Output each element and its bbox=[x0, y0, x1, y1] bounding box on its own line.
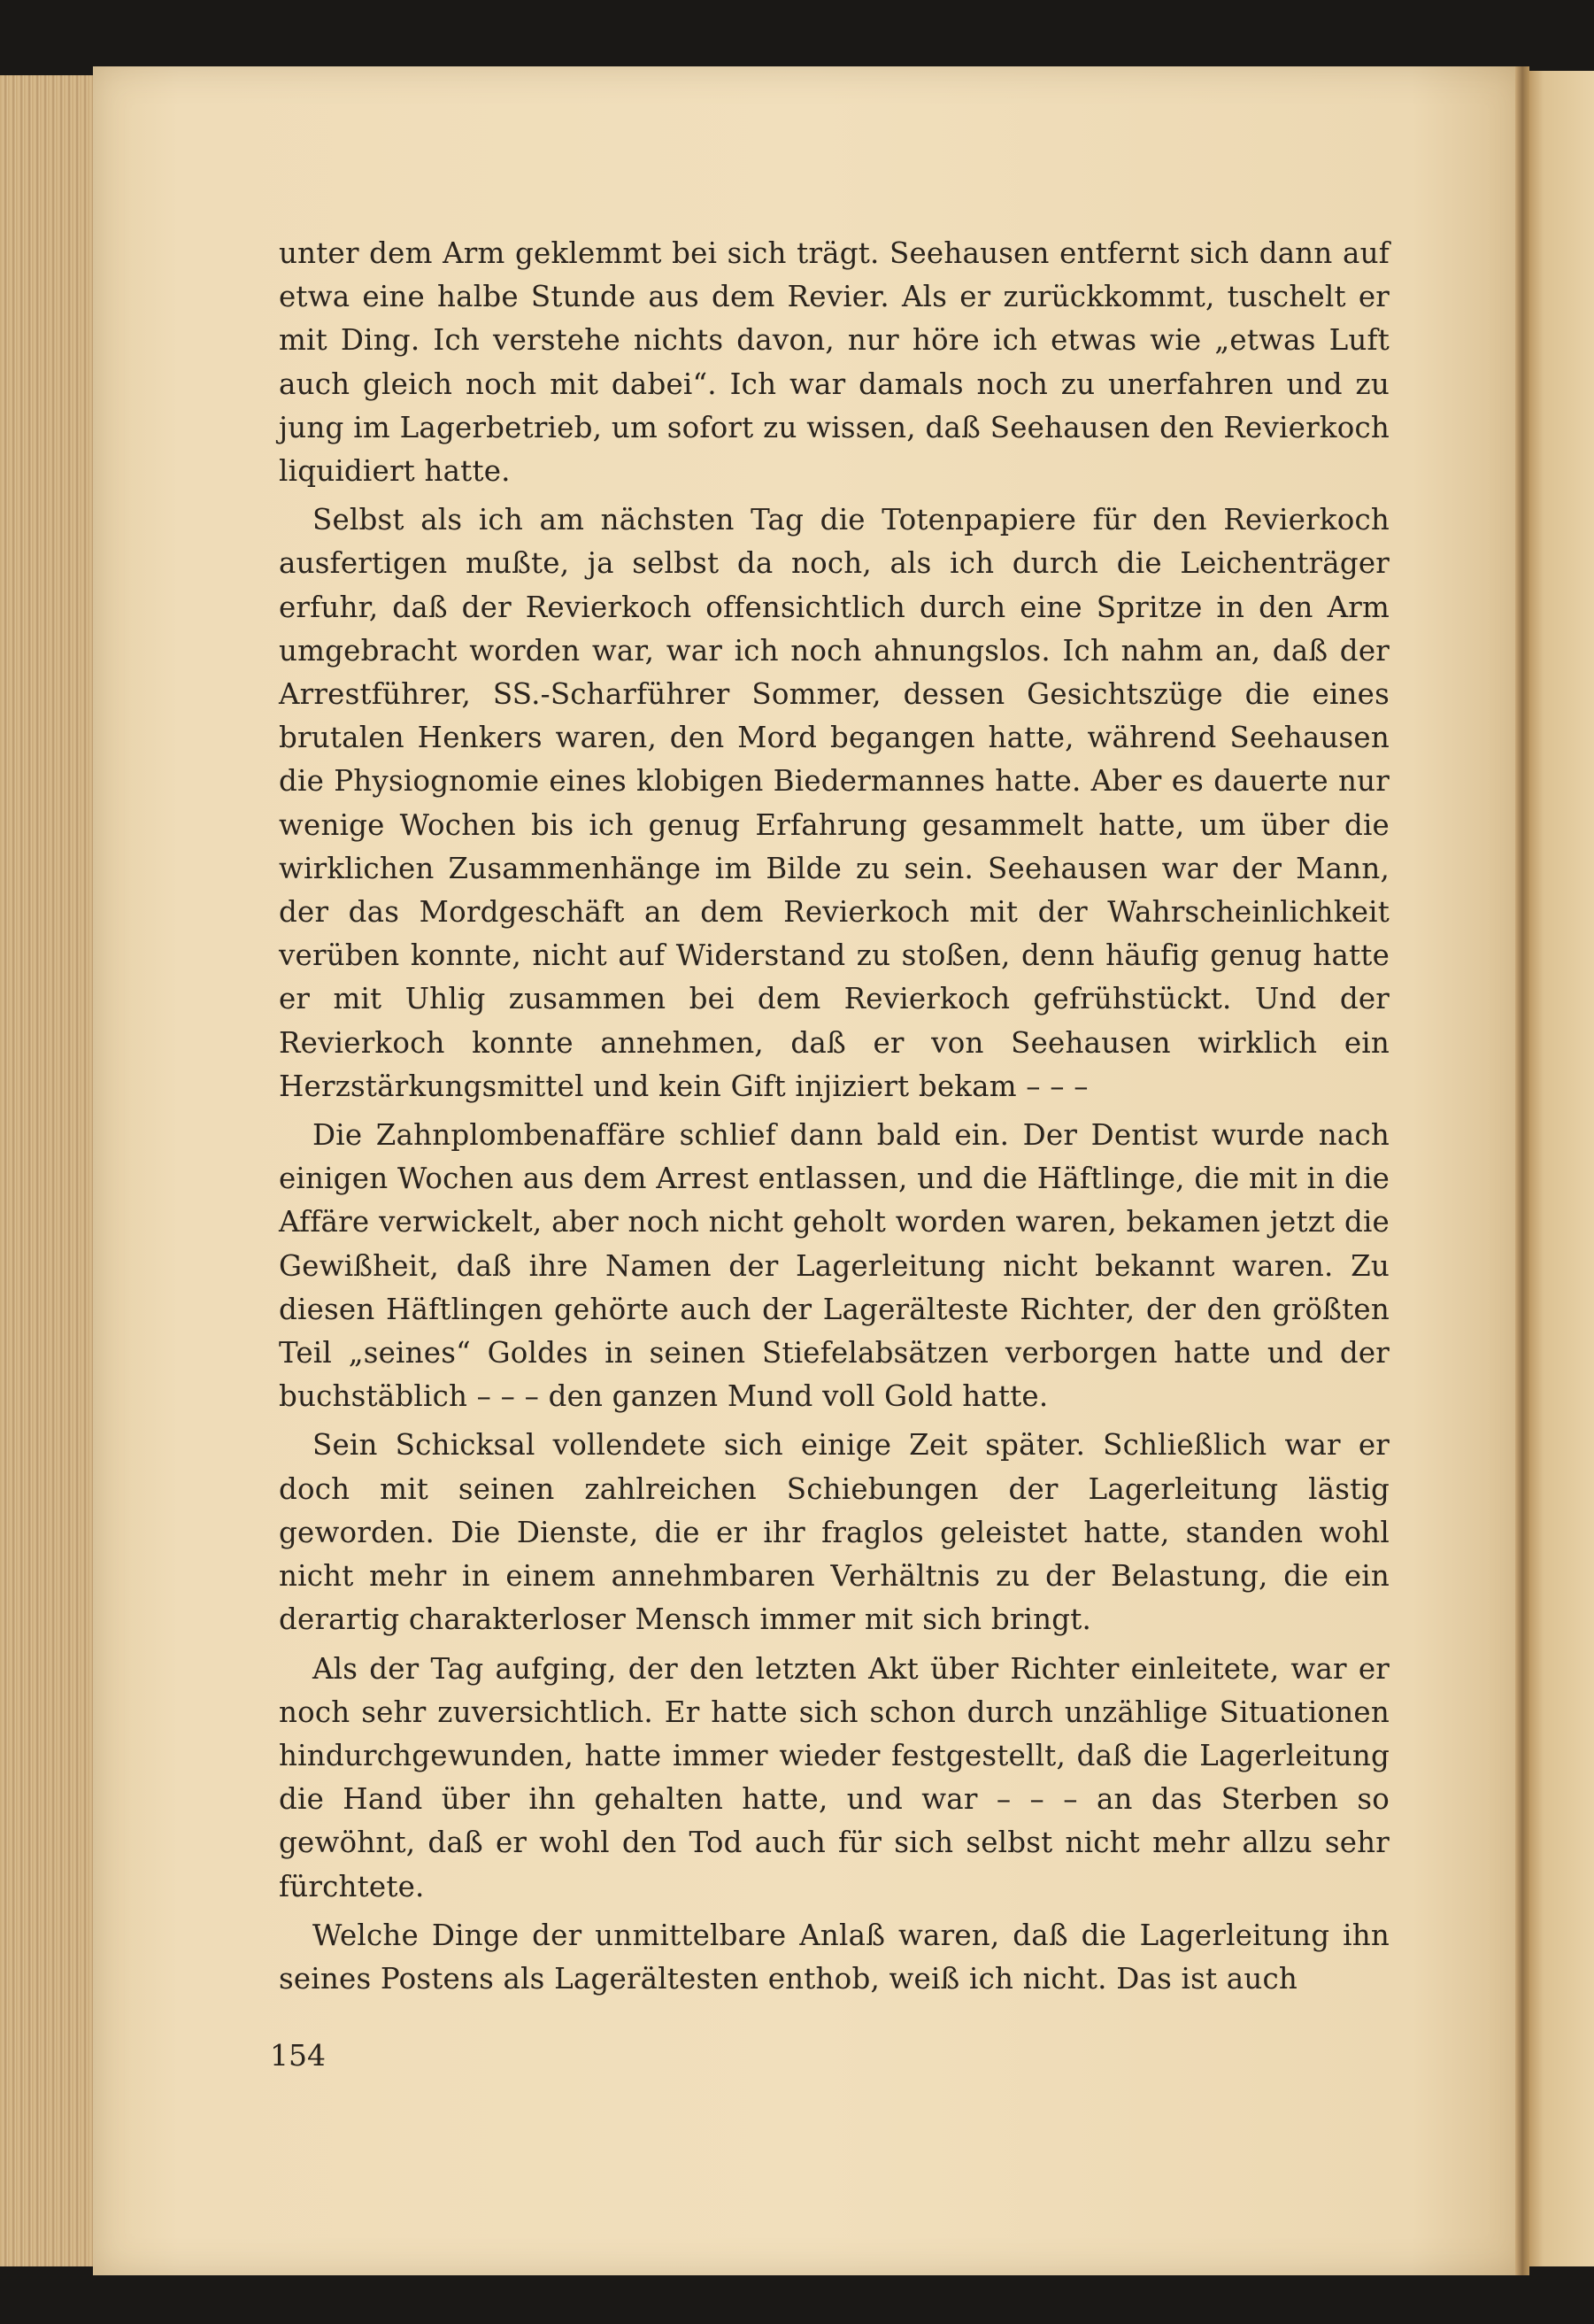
body-text bbox=[279, 232, 1390, 2006]
paragraph-3: Die Zahnplombenaffäre schlief dann bald ein. Der Dentist wurde nach einigen Wochen aus dem Arrest entlassen, und die Häftlinge, die mit in die Affäre verwickelt, aber noch nicht geholt worden waren, bekamen jetzt die Gewißheit, daß ihre Namen der Lagerleitung nicht bekannt waren. Zu diesen Häftlingen gehörte auch der Lagerälteste Richter, der den größten Teil „seines“ Goldes in seinen Stiefelabsätzen verborgen hatte und der buchstäblich – – – den ganzen Mund voll Gold hatte. bbox=[279, 1118, 1390, 1414]
page-number: 154 bbox=[270, 2038, 326, 2073]
paragraph-2: Selbst als ich am nächsten Tag die Totenpapiere für den Revierkoch ausfertigen mußte, ja selbst da noch, als ich durch die Leichenträger erfuhr, daß der Revierkoch offensichtlich durch eine Spritze in den Arm umgebracht worden war, war ich noch ahnungslos. Ich nahm an, daß der Arrestführer, SS.-Scharführer Sommer, dessen Gesichtszüge die eines brutalen Henkers waren, den Mord begangen hatte, während Seehausen die Physiognomie eines klobigen Biedermannes hatte. Aber es dauerte nur wenige Wochen bis ich genug Erfahrung gesammelt hatte, um über die wirklichen Zusammenhänge im Bilde zu sein. Seehausen war der Mann, der das Mordgeschäft an dem Revierkoch mit der Wahrscheinlichkeit verüben konnte, nicht auf Widerstand zu stoßen, denn häufig genug hatte er mit Uhlig zusammen bei dem Revierkoch gefrühstückt. Und der Revierkoch konnte annehmen, daß er von Seehausen wirklich ein Herzstärkungsmittel und kein Gift injiziert bekam – – – bbox=[279, 503, 1390, 1103]
left-page-edges bbox=[0, 75, 108, 2266]
paragraph-6: Welche Dinge der unmittelbare Anlaß waren, daß die Lagerleitung ihn seines Postens als Lagerältesten enthob, weiß ich nicht. Das ist auch bbox=[279, 1918, 1390, 1996]
facing-page-edge bbox=[1527, 71, 1594, 2266]
paragraph-4: Sein Schicksal vollendete sich einige Zeit später. Schließlich war er doch mit seinen zahlreichen Schiebungen der Lagerleitung lästig geworden. Die Dienste, die er ihr fraglos geleistet hatte, standen wohl nicht mehr in einem annehmbaren Verhältnis zu der Belastung, die ein derartig charakterloser Mensch immer mit sich bringt. bbox=[279, 1428, 1390, 1637]
paragraph-5: Als der Tag aufging, der den letzten Akt über Richter einleitete, war er noch sehr zuversichtlich. Er hatte sich schon durch unzählige Situationen hindurchgewunden, hatte immer wieder festgestellt, daß die Lagerleitung die Hand über ihn gehalten hatte, und war – – – an das Sterben so gewöhnt, daß er wohl den Tod auch für sich selbst nicht mehr allzu sehr fürchtete. bbox=[279, 1651, 1390, 1903]
paragraph-1: unter dem Arm geklemmt bei sich trägt. Seehausen entfernt sich dann auf etwa eine halbe Stunde aus dem Revier. Als er zurückkommt, tuschelt er mit Ding. Ich verstehe nichts davon, nur höre ich etwas wie „etwas Luft auch gleich noch mit dabei“. Ich war damals noch zu unerfahren und zu jung im Lagerbetrieb, um sofort zu wissen, daß Seehausen den Revierkoch liquidiert hatte. bbox=[279, 236, 1390, 489]
page-gutter bbox=[1515, 66, 1529, 2275]
